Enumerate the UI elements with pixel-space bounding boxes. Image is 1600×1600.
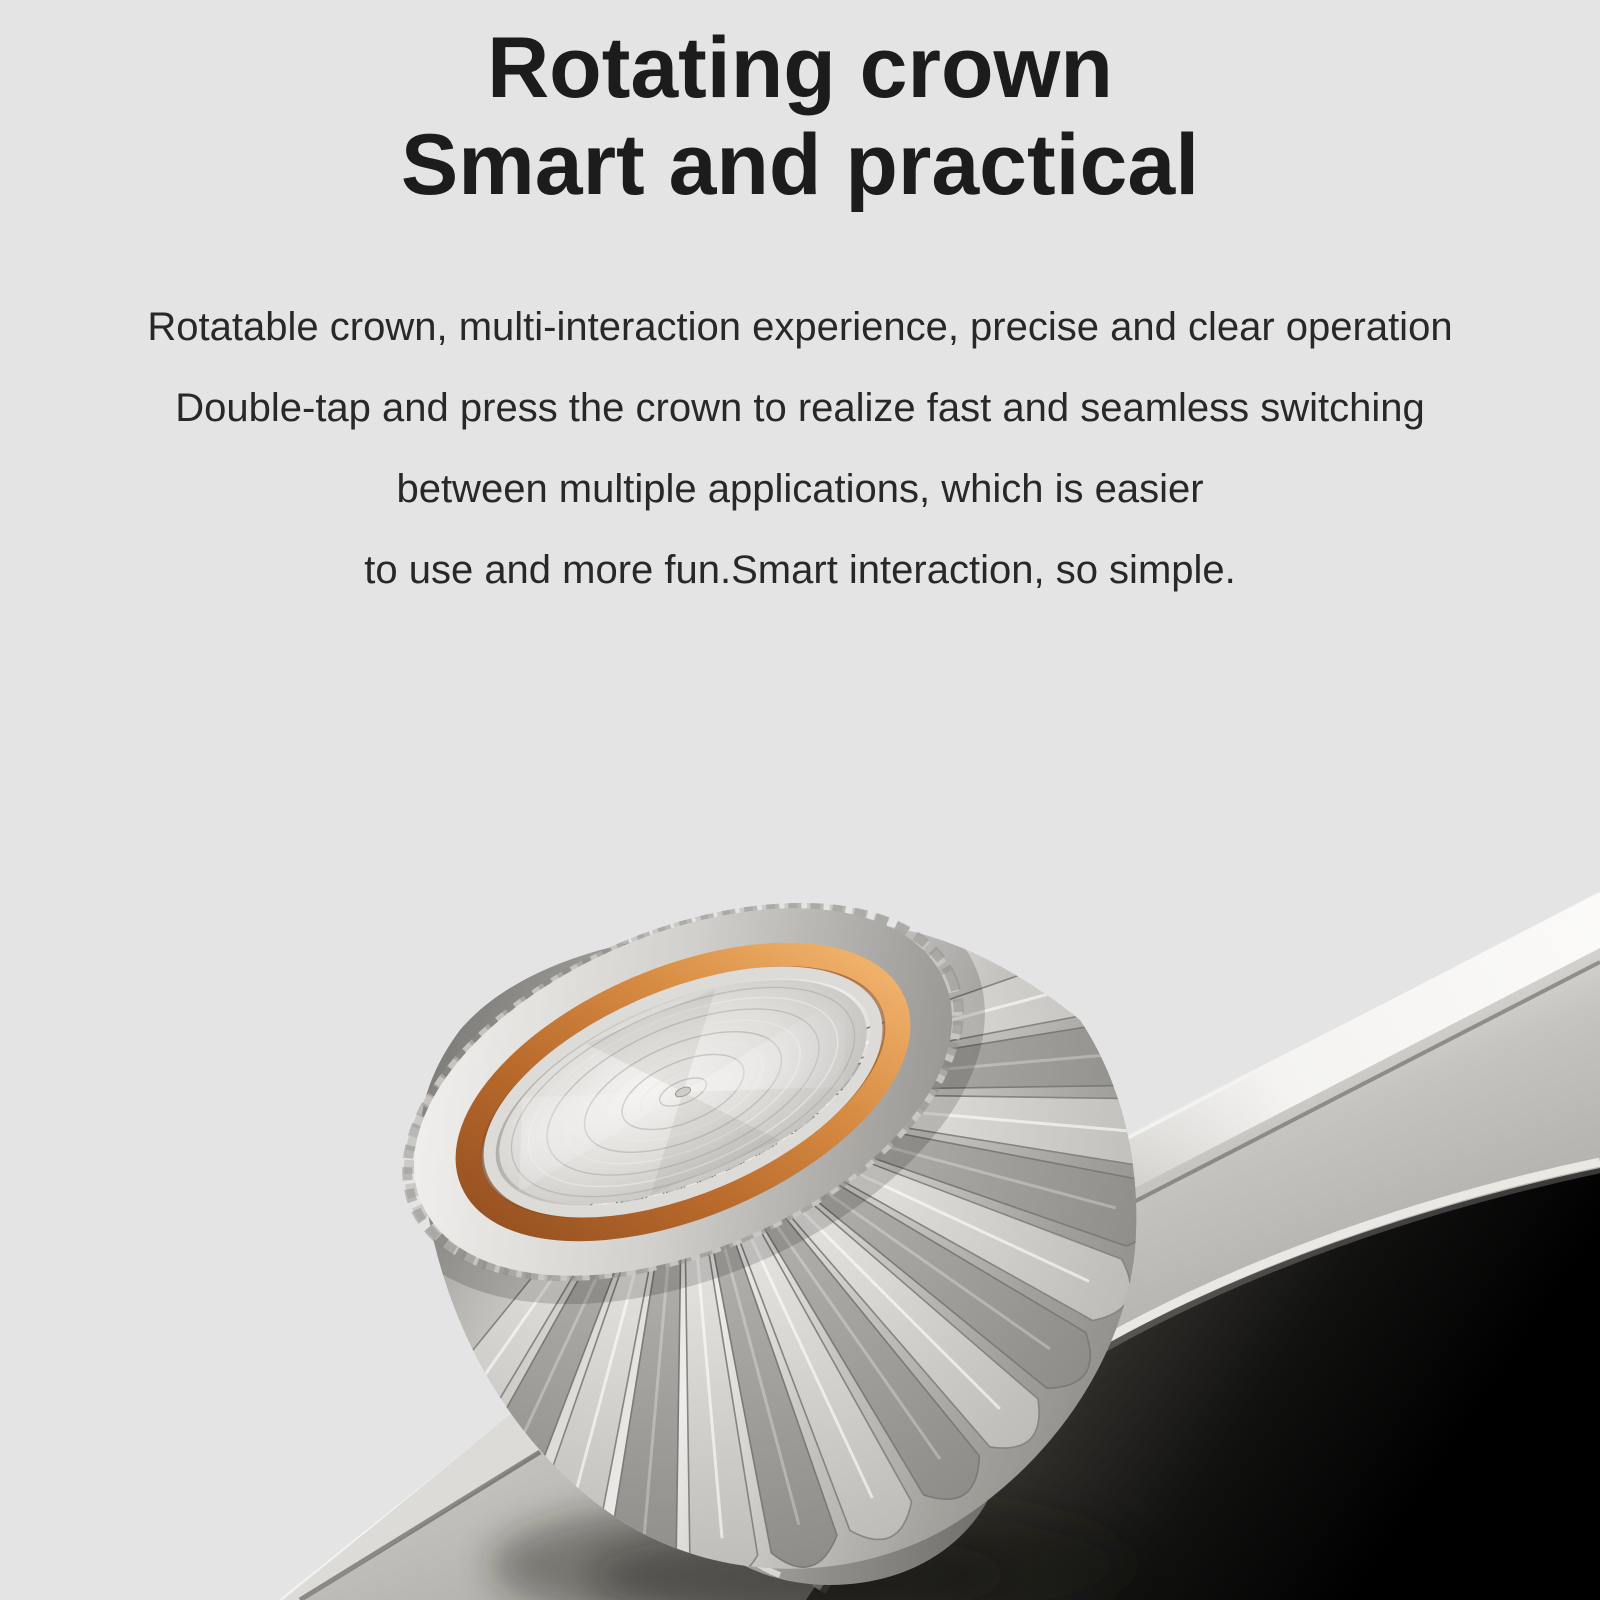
description	[0, 287, 1600, 611]
headline-line-1: Rotating crown	[487, 20, 1113, 116]
description-line-3: between multiple applications, which is easier	[396, 467, 1204, 511]
description-line-1: Rotatable crown, multi-interaction experience, precise and clear operation	[147, 305, 1453, 349]
description-line-2: Double-tap and press the crown to realize fast and seamless switching	[175, 386, 1425, 430]
description-line-4: to use and more fun.Smart interaction, so simple.	[364, 548, 1236, 592]
headline	[0, 20, 1600, 214]
headline-line-2: Smart and practical	[400, 117, 1200, 213]
